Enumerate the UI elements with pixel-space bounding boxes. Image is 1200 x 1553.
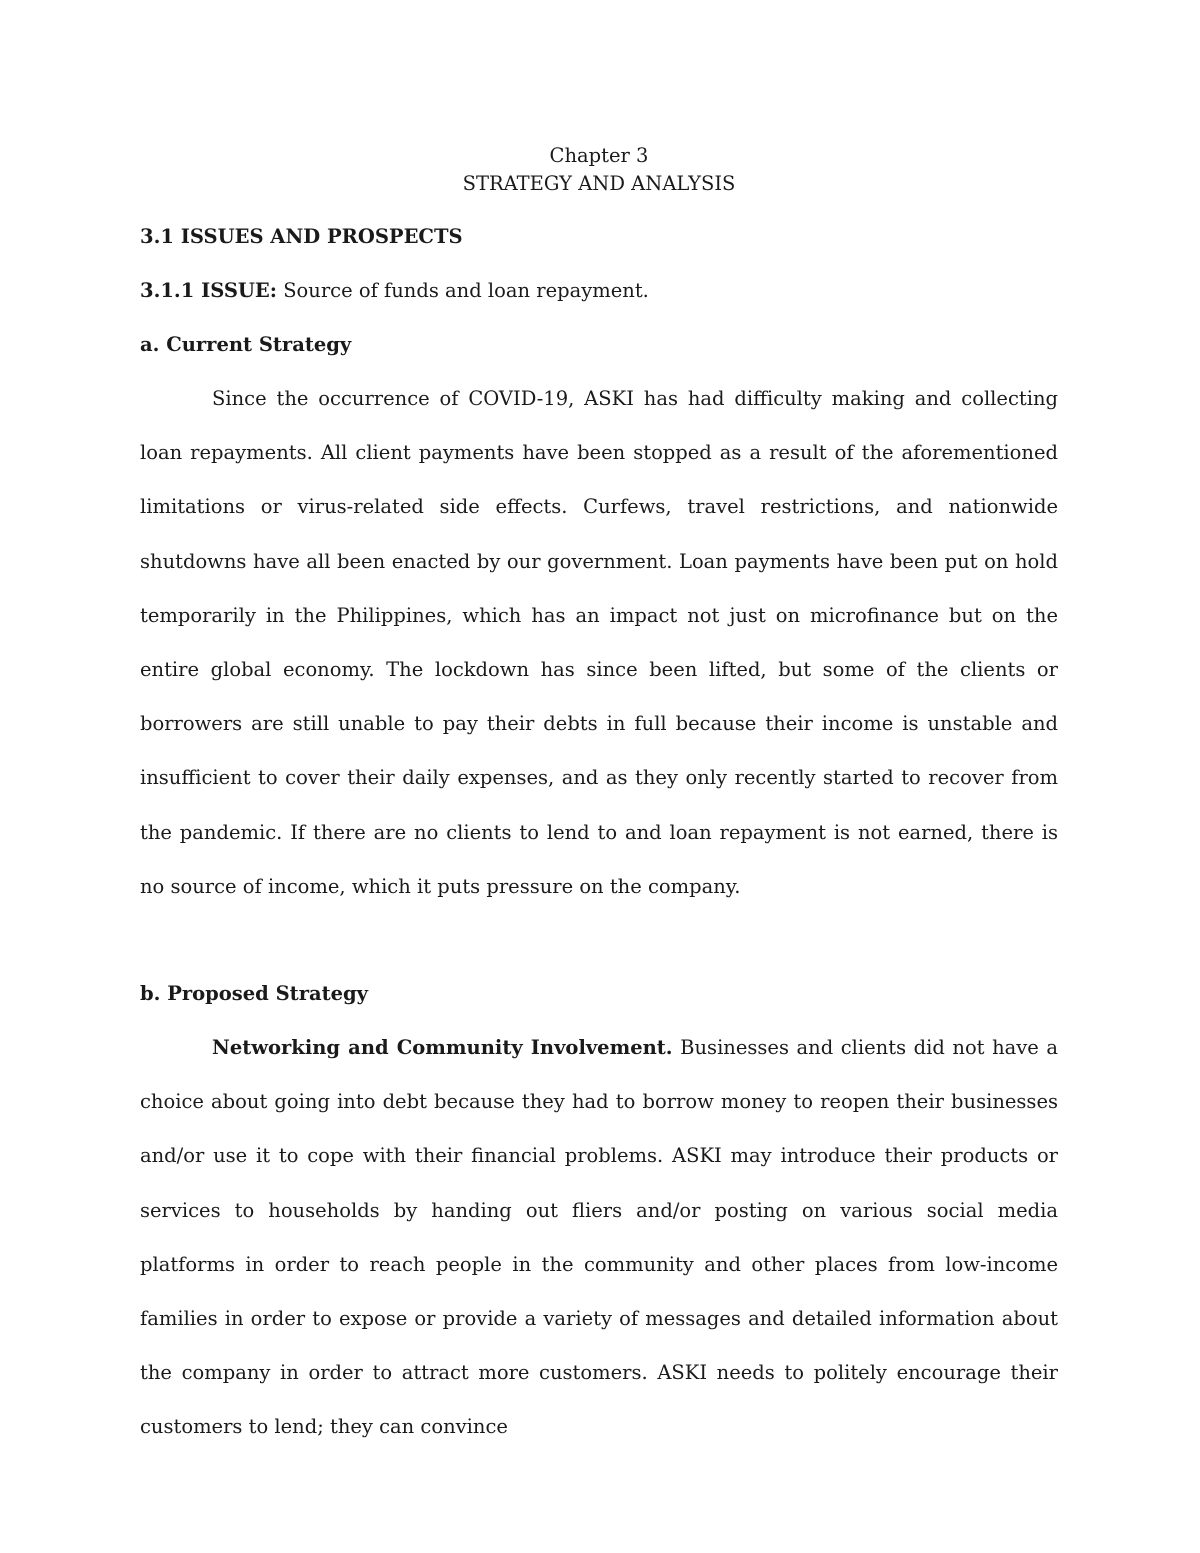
document-page [140,0,1058,1553]
chapter-title-block [140,142,1058,198]
issue-label: 3.1.1 ISSUE: [140,279,277,302]
chapter-title: STRATEGY AND ANALYSIS [462,172,736,195]
section-heading: 3.1 ISSUES AND PROSPECTS [140,225,463,248]
proposed-strategy-text: Businesses and clients did not have a choice about going into debt because they had to borrow money to reopen their businesses and/or use it to cope with their financial problems. ASKI may introduce their products or services to households by handing out fliers and/or posting on various social media platforms in order to reach people in the community and other places from low-income families in order to expose or provide a variety of messages and detailed information about the company in order to attract more customers. ASKI needs to politely encourage their customers to lend; they can convince [140,1036,1058,1439]
proposed-strategy-lead: Networking and Community Involvement. [212,1036,673,1059]
current-strategy-paragraph: Since the occurrence of COVID-19, ASKI has had difficulty making and collecting loan repayments. All client payments have been stopped as a result of the aforementioned limitations or virus-related side effects. Curfews, travel restrictions, and nationwide shutdowns have all been enacted by our government. Loan payments have been put on hold temporarily in the Philippines, which has an impact not just on microfinance but on the entire global economy. The lockdown has since been lifted, but some of the clients or borrowers are still unable to pay their debts in full because their income is unstable and insufficient to cover their daily expenses, and as they only recently started to recover from the pandemic. If there are no clients to lend to and loan repayment is not earned, there is no source of income, which it puts pressure on the company. [140,387,1058,898]
issue-line [140,277,649,305]
chapter-number: Chapter 3 [549,144,649,167]
proposed-strategy-paragraph [140,1021,1058,1455]
current-strategy-heading: a. Current Strategy [140,333,352,356]
issue-text: Source of funds and loan repayment. [283,279,649,302]
proposed-strategy-heading: b. Proposed Strategy [140,982,368,1005]
